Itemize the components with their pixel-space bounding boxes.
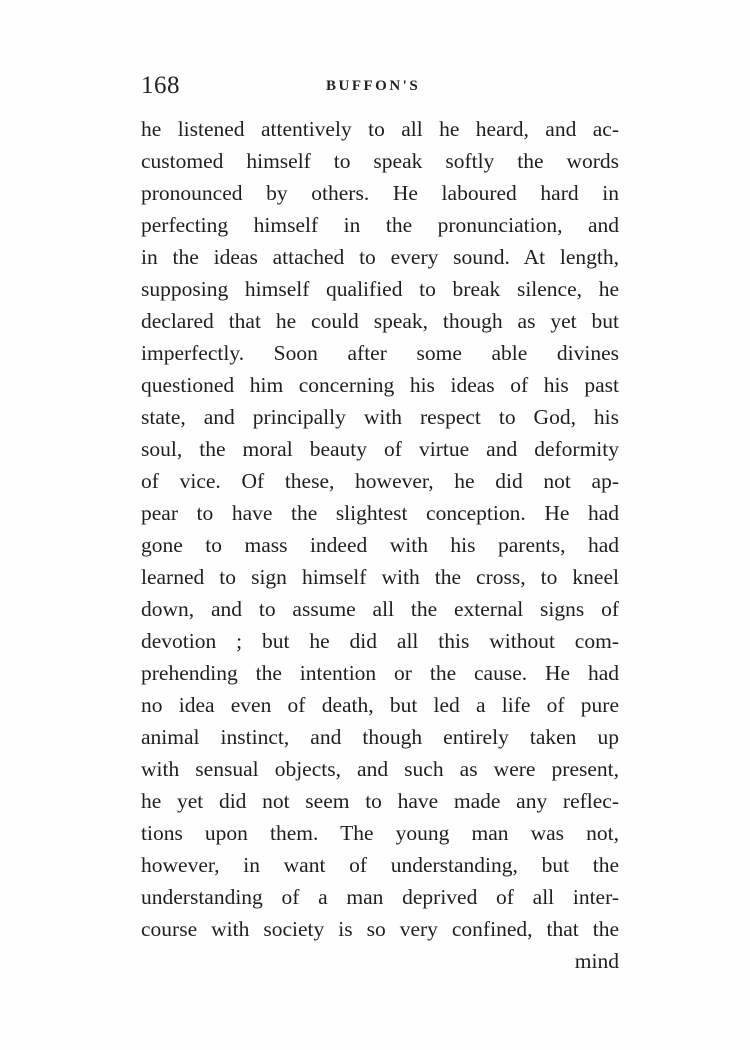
- text-line: understanding of a man deprived of all inter-: [141, 885, 619, 909]
- text-line: course with society is so very confined, that the: [141, 917, 619, 941]
- text-line: of vice. Of these, however, he did not ap-: [141, 469, 619, 493]
- text-line: he yet did not seem to have made any reflec-: [141, 789, 619, 813]
- catchword: mind: [574, 949, 619, 973]
- text-line: state, and principally with respect to God, his: [141, 405, 619, 429]
- text-line: declared that he could speak, though as yet but: [141, 309, 619, 333]
- running-title: BUFFON'S: [326, 78, 421, 94]
- text-line: prehending the intention or the cause. He had: [141, 661, 619, 685]
- text-line: tions upon them. The young man was not,: [141, 821, 619, 845]
- text-line: he listened attentively to all he heard, and ac-: [141, 117, 619, 141]
- text-line: questioned him concerning his ideas of his past: [141, 373, 619, 397]
- text-line: however, in want of understanding, but the: [141, 853, 619, 877]
- text-line: customed himself to speak softly the words: [141, 149, 619, 173]
- text-line: learned to sign himself with the cross, to kneel: [141, 565, 619, 589]
- text-line: in the ideas attached to every sound. At length,: [141, 245, 619, 269]
- text-line: perfecting himself in the pronunciation, and: [141, 213, 619, 237]
- text-line: pronounced by others. He laboured hard in: [141, 181, 619, 205]
- text-line: no idea even of death, but led a life of pure: [141, 693, 619, 717]
- text-line: imperfectly. Soon after some able divines: [141, 341, 619, 365]
- text-line: soul, the moral beauty of virtue and deformity: [141, 437, 619, 461]
- text-line: animal instinct, and though entirely taken up: [141, 725, 619, 749]
- text-line: gone to mass indeed with his parents, had: [141, 533, 619, 557]
- text-line: devotion ; but he did all this without com-: [141, 629, 619, 653]
- body-text: [141, 113, 619, 977]
- text-line: down, and to assume all the external signs of: [141, 597, 619, 621]
- text-line: pear to have the slightest conception. He had: [141, 501, 619, 525]
- page-number: 168: [141, 72, 180, 99]
- text-line: with sensual objects, and such as were present,: [141, 757, 619, 781]
- running-head: [141, 72, 621, 108]
- text-line: supposing himself qualified to break silence, he: [141, 277, 619, 301]
